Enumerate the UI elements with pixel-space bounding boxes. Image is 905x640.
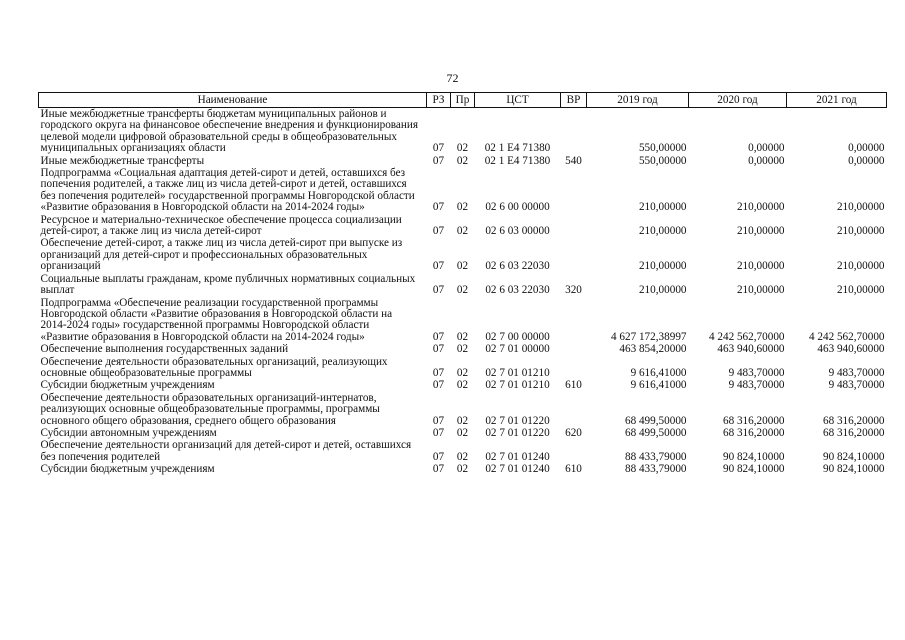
row-2021-value: 210,00000 <box>836 225 885 238</box>
row-2019-value: 4 627 172,38997 <box>610 330 687 343</box>
row-2019-value: 210,00000 <box>638 260 687 273</box>
row-pr: 02 <box>456 284 469 297</box>
row-rz: 07 <box>432 284 445 297</box>
row-2021-value: 210,00000 <box>836 284 885 297</box>
row-2019-value: 9 616,41000 <box>630 366 687 379</box>
header-2019: 2019 год <box>587 93 689 108</box>
row-cst: 02 1 Е4 71380 <box>484 142 551 155</box>
row-2020-value: 90 824,10000 <box>722 463 785 476</box>
table-row <box>39 214 887 238</box>
row-2020-value: 9 483,70000 <box>728 379 785 392</box>
row-2020-value: 463 940,60000 <box>717 343 785 356</box>
row-pr: 02 <box>456 154 469 167</box>
row-name: Субсидии автономным учреждениям <box>40 426 217 439</box>
row-cst: 02 7 01 01220 <box>485 426 550 439</box>
row-pr: 02 <box>456 463 469 476</box>
table-body <box>39 108 887 476</box>
row-2019-value: 210,00000 <box>638 284 687 297</box>
row-2021-value: 68 316,20000 <box>822 414 885 427</box>
row-2020-value: 210,00000 <box>736 225 785 238</box>
row-2020-value: 4 242 562,70000 <box>708 330 785 343</box>
row-2019-value: 210,00000 <box>638 201 687 214</box>
row-cst: 02 7 01 00000 <box>485 343 550 356</box>
table-row <box>39 108 887 155</box>
row-cst: 02 6 03 22030 <box>485 284 550 297</box>
row-vr: 610 <box>565 379 582 392</box>
row-2021-value: 0,00000 <box>848 154 885 167</box>
row-pr: 02 <box>456 414 469 427</box>
row-cst: 02 7 01 01240 <box>485 463 550 476</box>
row-cst: 02 7 01 01210 <box>485 366 550 379</box>
row-rz: 07 <box>432 154 445 167</box>
row-2021-value: 4 242 562,70000 <box>808 330 885 343</box>
row-2021-value: 9 483,70000 <box>828 379 885 392</box>
row-2021-value: 90 824,10000 <box>822 463 885 476</box>
row-2021-value: 90 824,10000 <box>822 450 885 463</box>
header-vr: ВР <box>561 93 587 108</box>
row-name: Обеспечение детей-сирот, а также лиц из числа детей-сирот при выпуске из организаций для детей-сирот и профессиональных образовательных организаций <box>40 237 403 273</box>
row-vr <box>561 214 587 238</box>
row-rz: 07 <box>432 414 445 427</box>
header-rz: РЗ <box>427 93 451 108</box>
row-2020-value: 9 483,70000 <box>728 366 785 379</box>
page-number: 72 <box>446 71 459 85</box>
row-vr <box>561 356 587 380</box>
table-row <box>39 439 887 463</box>
row-2019-value: 550,00000 <box>638 142 687 155</box>
table-row <box>39 273 887 297</box>
row-2019-value: 550,00000 <box>638 154 687 167</box>
row-2021-value: 463 940,60000 <box>817 343 885 356</box>
row-vr <box>561 237 587 272</box>
row-2019-value: 463 854,20000 <box>619 343 687 356</box>
row-cst: 02 1 Е4 71380 <box>484 154 551 167</box>
row-2020-value: 210,00000 <box>736 284 785 297</box>
row-name: Иные межбюджетные трансферты бюджетам муниципальных районов и городского округа на финансовое обеспечение внедрения и функционирования целевой модели цифровой образовательной среды в общеобразовательных муниципальных организациях области <box>40 108 419 155</box>
row-rz: 07 <box>432 379 445 392</box>
row-pr: 02 <box>456 260 469 273</box>
row-pr: 02 <box>456 379 469 392</box>
row-pr: 02 <box>456 225 469 238</box>
row-pr: 02 <box>456 366 469 379</box>
row-rz: 07 <box>432 142 445 155</box>
row-name: Субсидии бюджетным учреждениям <box>40 463 215 476</box>
row-vr <box>561 439 587 463</box>
row-rz: 07 <box>432 330 445 343</box>
row-rz: 07 <box>432 201 445 214</box>
table-row <box>39 427 887 439</box>
row-cst: 02 7 00 00000 <box>485 330 550 343</box>
row-2019-value: 88 433,79000 <box>624 463 687 476</box>
row-2020-value: 90 824,10000 <box>722 450 785 463</box>
row-rz: 07 <box>432 343 445 356</box>
row-2020-value: 210,00000 <box>736 201 785 214</box>
row-pr: 02 <box>456 330 469 343</box>
table-row <box>39 155 887 167</box>
header-2020: 2020 год <box>689 93 787 108</box>
row-name: Обеспечение деятельности образовательных организаций-интернатов, реализующих основные общеобразовательные программы, программы основного общего образования, среднего общего образования <box>40 391 380 427</box>
row-name: Социальные выплаты гражданам, кроме публичных нормативных социальных выплат <box>40 272 416 297</box>
row-vr: 320 <box>565 284 582 297</box>
row-vr <box>561 297 587 344</box>
row-rz: 07 <box>432 366 445 379</box>
table-header <box>39 93 887 108</box>
row-rz: 07 <box>432 426 445 439</box>
row-rz: 07 <box>432 450 445 463</box>
table-row <box>39 167 887 214</box>
row-name: Обеспечение деятельности образовательных организаций, реализующих основные общеобразовательные программы <box>40 355 388 379</box>
row-vr <box>561 167 587 214</box>
row-cst: 02 7 01 01210 <box>485 379 550 392</box>
row-2020-value: 68 316,20000 <box>722 426 785 439</box>
row-cst: 02 6 00 00000 <box>485 201 550 214</box>
row-2020-value: 0,00000 <box>748 154 785 167</box>
row-2021-value: 9 483,70000 <box>828 366 885 379</box>
row-name: Обеспечение деятельности организаций для детей-сирот и детей, оставшихся без попечения родителей <box>40 439 412 463</box>
row-2019-value: 68 499,50000 <box>624 414 687 427</box>
row-name: Подпрограмма «Обеспечение реализации государственной программы Новгородской области «Развитие образования в Новгородской области на 2014-2024 годы» государственной программы Новгородской области «Развитие образования в Новгородской области на 2014-2024 годы» <box>40 296 393 343</box>
row-vr: 610 <box>565 463 582 476</box>
row-2021-value: 0,00000 <box>848 142 885 155</box>
row-pr: 02 <box>456 201 469 214</box>
row-2021-value: 68 316,20000 <box>822 426 885 439</box>
row-vr <box>561 343 587 355</box>
table-row <box>39 392 887 427</box>
row-cst: 02 6 03 22030 <box>485 260 550 273</box>
row-2020-value: 210,00000 <box>736 260 785 273</box>
row-name: Обеспечение выполнения государственных заданий <box>40 343 289 356</box>
row-name: Ресурсное и материально-техническое обеспечение процесса социализации детей-сирот, а также лиц из числа детей-сирот <box>40 213 402 238</box>
row-name: Подпрограмма «Социальная адаптация детей-сирот и детей, оставшихся без попечения родителей, а также лиц из числа детей-сирот и детей, оставшихся без попечения родителей» государственной программы Новгородской области «Развитие образования в Новгородской области на 2014-2024 годы» <box>40 167 415 214</box>
table-row <box>39 356 887 380</box>
row-name: Иные межбюджетные трансферты <box>40 154 205 167</box>
row-2019-value: 210,00000 <box>638 225 687 238</box>
row-pr: 02 <box>456 142 469 155</box>
row-vr <box>561 108 587 155</box>
row-pr: 02 <box>456 450 469 463</box>
row-vr: 540 <box>565 154 582 167</box>
table-row <box>39 379 887 391</box>
row-cst: 02 6 03 00000 <box>485 225 550 238</box>
header-2021: 2021 год <box>787 93 887 108</box>
row-rz: 07 <box>432 463 445 476</box>
header-cst: ЦСТ <box>475 93 561 108</box>
table-row <box>39 463 887 475</box>
header-name: Наименование <box>39 93 427 108</box>
table-row <box>39 297 887 344</box>
row-2019-value: 68 499,50000 <box>624 426 687 439</box>
row-vr: 620 <box>565 426 582 439</box>
row-2021-value: 210,00000 <box>836 201 885 214</box>
header-pr: Пр <box>451 93 475 108</box>
row-name: Субсидии бюджетным учреждениям <box>40 379 215 392</box>
row-2020-value: 0,00000 <box>748 142 785 155</box>
row-rz: 07 <box>432 225 445 238</box>
row-cst: 02 7 01 01220 <box>485 414 550 427</box>
row-2019-value: 9 616,41000 <box>630 379 687 392</box>
row-rz: 07 <box>432 260 445 273</box>
row-pr: 02 <box>456 343 469 356</box>
row-cst: 02 7 01 01240 <box>485 450 550 463</box>
budget-table <box>38 92 887 476</box>
table-row <box>39 343 887 355</box>
header-row <box>39 93 887 108</box>
row-2020-value: 68 316,20000 <box>722 414 785 427</box>
row-2019-value: 88 433,79000 <box>624 450 687 463</box>
table-row <box>39 237 887 272</box>
row-vr <box>561 392 587 427</box>
row-pr: 02 <box>456 426 469 439</box>
row-2021-value: 210,00000 <box>836 260 885 273</box>
